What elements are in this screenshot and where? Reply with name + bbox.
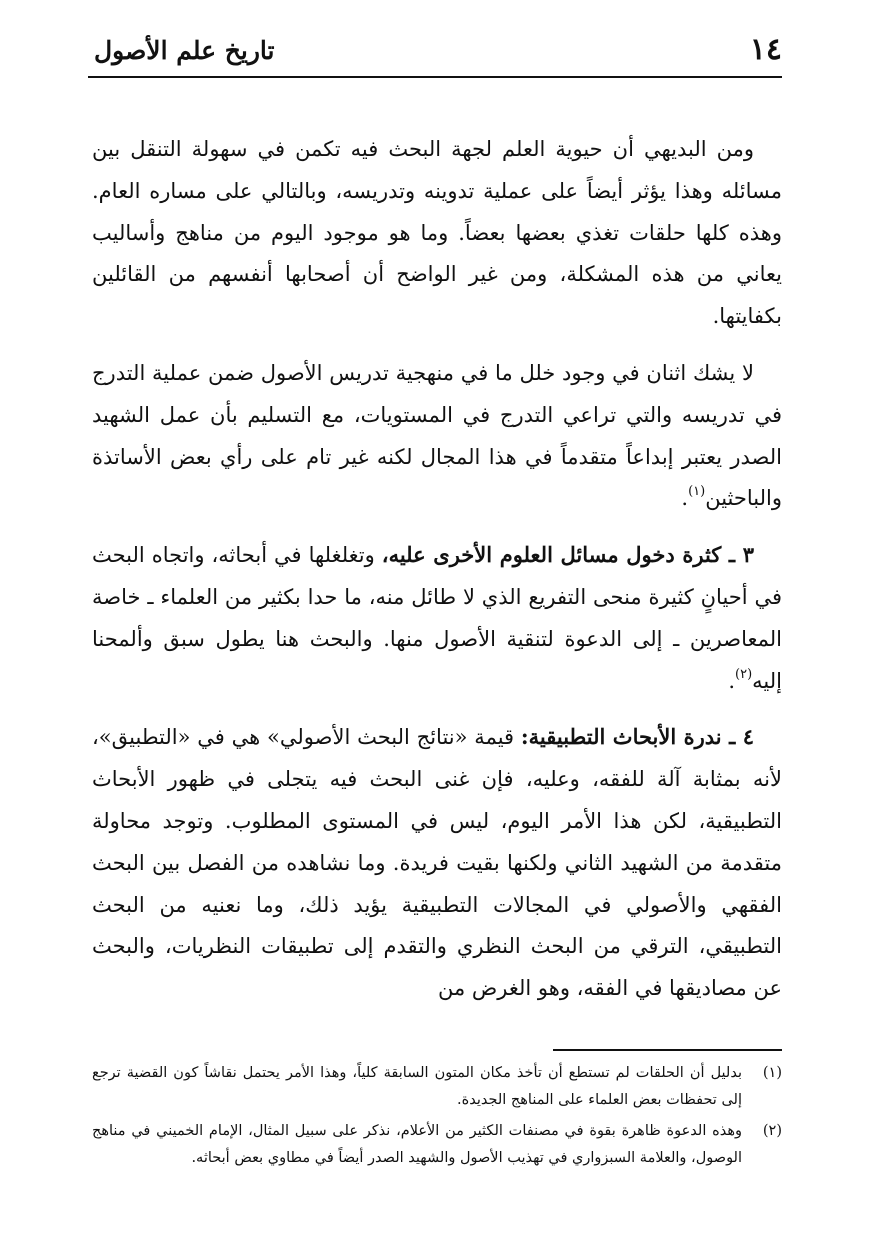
- paragraph-text: ومن البديهي أن حيوية العلم لجهة البحث فيه تكمن في سهولة التنقل بين مسائله وهذا يؤثر أيضاً على عملية تدوينه وتدريسه، وبالتالي على مساره العام. وهذه كلها حلقات تغذي بعضها بعضاً. وما هو موجود اليوم من مناهج وأساليب يعاني من هذه المشكلة، ومن غير الواضح أن أصحابها أنفسهم من القائلين بكفايتها.: [92, 137, 782, 329]
- footnote-number: (٢): [762, 1123, 782, 1139]
- paragraph-lead: ٣ ـ كثرة دخول مسائل العلوم الأخرى عليه،: [381, 542, 754, 568]
- paragraph: [92, 128, 782, 338]
- paragraph-tail: .: [728, 668, 736, 693]
- footnote-separator: [553, 1049, 782, 1051]
- page-number: ١٤: [749, 32, 782, 67]
- paragraph: [92, 352, 782, 520]
- footnotes: [92, 1060, 782, 1176]
- main-text: [92, 128, 782, 1024]
- paragraph-tail: .: [681, 486, 689, 511]
- paragraph: [92, 534, 782, 702]
- paragraph-text: قيمة «نتائج البحث الأصولي» هي في «التطبيق»، لأنه بمثابة آلة للفقه، وعليه، فإن غنى البحث فيه يتجلى في ظهور الأبحاث التطبيقية، لكن هذا الأمر اليوم، ليس في المستوى المطلوب. وتوجد محاولة متقدمة من الشهيد الثاني ولكنها بقيت فريدة. وما نشاهده من الفصل بين البحث الفقهي والأصولي في المجالات التطبيقية يؤيد ذلك، وما نعنيه من البحث التطبيقي، الترقي من البحث النظري والتقدم إلى تطبيقات النظريات، والبحث عن مصاديقها في الفقه، وهو الغرض من: [92, 725, 782, 1001]
- paragraph-lead: ٤ ـ ندرة الأبحاث التطبيقية:: [520, 724, 754, 750]
- running-title: تاريخ علم الأصول: [94, 36, 275, 65]
- footnote-reference: (١): [688, 484, 706, 500]
- paragraph-text: وتغلغلها في أبحاثه، واتجاه البحث في أحيانٍ كثيرة منحى التفريع الذي لا طائل منه، ما حدا بكثير من العلماء ـ خاصة المعاصرين ـ إلى الدعوة لتنقية الأصول منها. والبحث هنا يطول سبق وألمحنا إليه: [92, 543, 782, 693]
- paragraph-text: لا يشك اثنان في وجود خلل ما في منهجية تدريس الأصول ضمن عملية التدرج في تدريسه والتي تراعي التدرج في المستويات، مع التسليم بأن عمل الشهيد الصدر يعتبر إبداعاً متقدماً في هذا المجال لكنه غير تام على رأي بعض الأساتذة والباحثين: [92, 360, 782, 511]
- page-header: [88, 28, 782, 78]
- footnote-text: وهذه الدعوة ظاهرة بقوة في مصنفات الكثير من الأعلام، نذكر على سبيل المثال، الإمام الخميني في مناهج الوصول، والعلامة السبزواري في تهذيب الأصول والشهيد الصدر أيضاً في مطاوي بعض أبحاثه.: [92, 1123, 742, 1166]
- footnote-reference: (٢): [735, 666, 753, 682]
- footnote-text: بدليل أن الحلقات لم تستطع أن تأخذ مكان المتون السابقة كلياً، وهذا الأمر يحتمل نقاشاً كون القضية ترجع إلى تحفظات بعض العلماء على المناهج الجديدة.: [92, 1065, 742, 1108]
- footnote: [92, 1060, 782, 1114]
- header-rule: [88, 76, 782, 78]
- footnote: [92, 1118, 782, 1172]
- footnote-number: (١): [762, 1065, 782, 1081]
- paragraph: [92, 716, 782, 1010]
